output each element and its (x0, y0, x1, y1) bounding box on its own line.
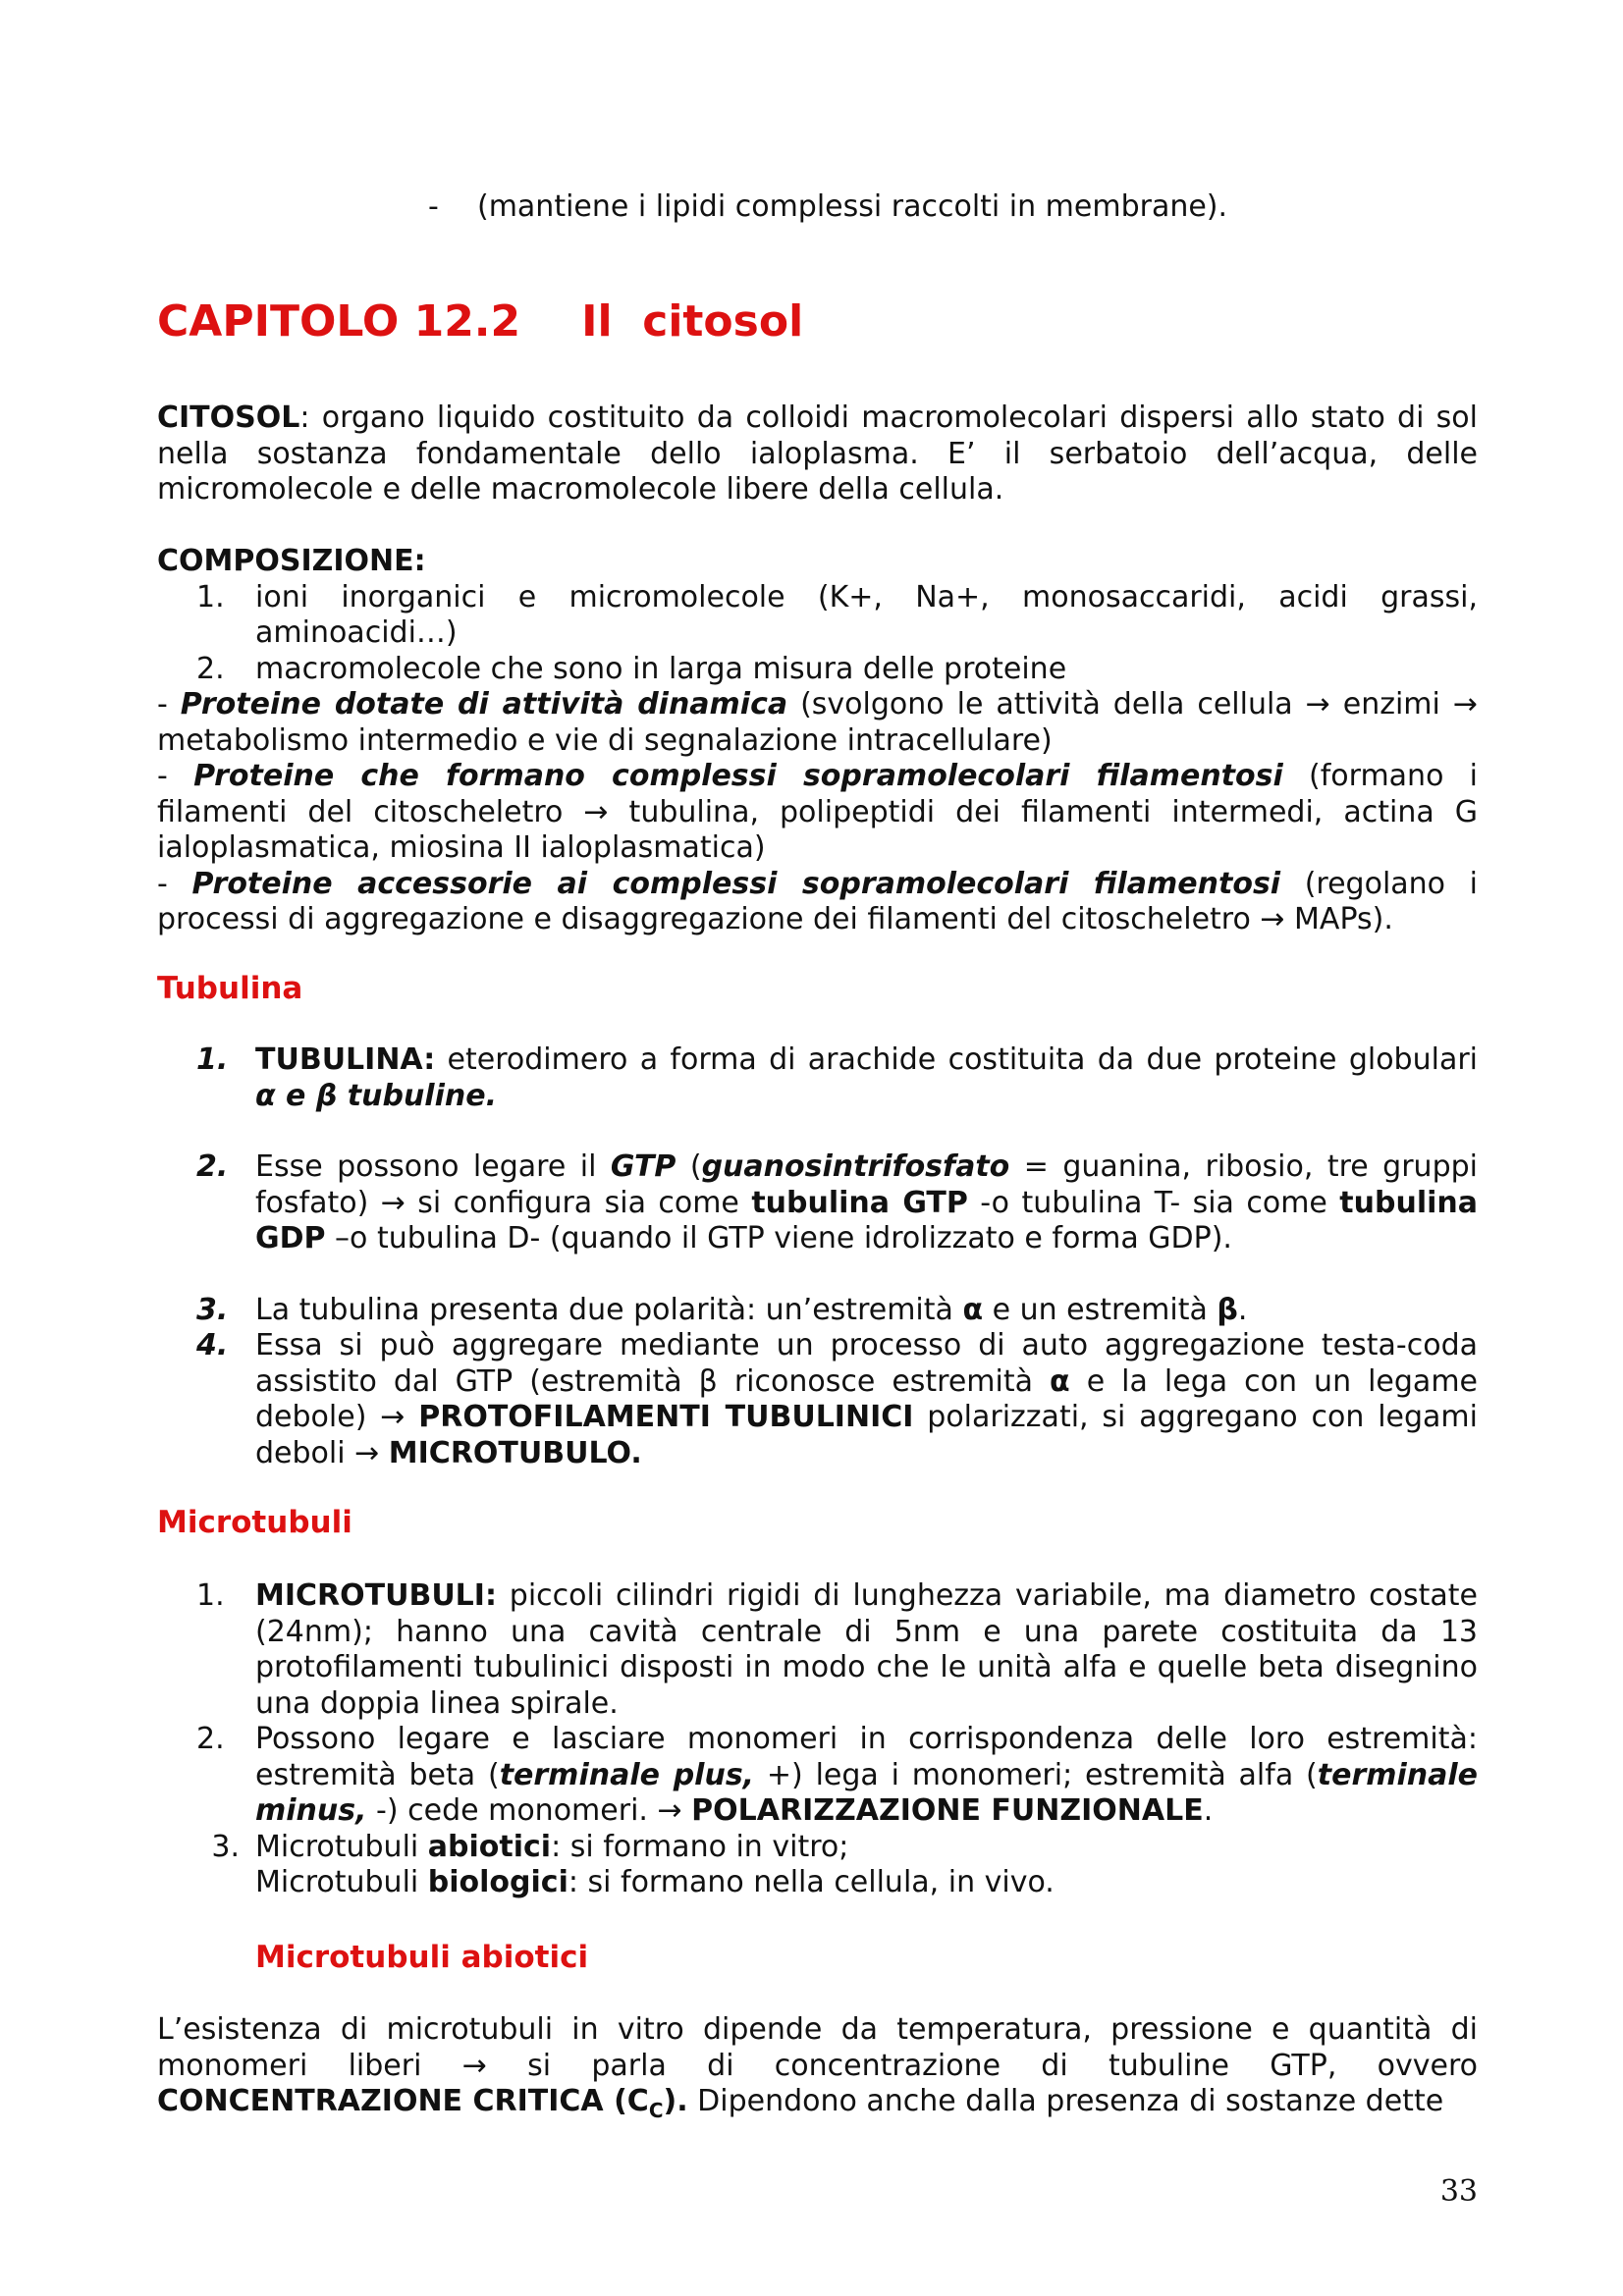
microtubuli-heading: Microtubuli (157, 1505, 352, 1540)
item-text: Esse possono legare il (255, 1149, 611, 1184)
chapter-heading (157, 296, 1478, 347)
abiotici-heading: Microtubuli abiotici (255, 1940, 589, 1975)
item-number: 2. (196, 1149, 229, 1184)
item-text: : si formano nella cellula, in vivo. (568, 1865, 1055, 1899)
item-text: –o tubulina D- (quando il GTP viene idrolizzato e forma GDP). (325, 1221, 1232, 1255)
microtubuli-item-2 (157, 1722, 1478, 1830)
composition-item (157, 580, 1478, 652)
item-number: 2. (196, 1722, 225, 1756)
item-bold: tubulina GDP (255, 1185, 1478, 1255)
abiotici-section (255, 1939, 1478, 1976)
protein-bullet (157, 687, 1478, 759)
item-text: La tubulina presenta due polarità: un’estremità (255, 1292, 963, 1327)
tubulina-item-4 (157, 1328, 1478, 1471)
item-text: = guanina, ribosio, tre gruppi fosfato) → si configura sia come (255, 1149, 1478, 1220)
protein-bullet (157, 867, 1478, 938)
item-text: e un estremità (983, 1292, 1217, 1327)
item-bold: α (962, 1292, 984, 1327)
definition-term: CITOSOL (157, 400, 300, 435)
item-bold: POLARIZZAZIONE FUNZIONALE (691, 1793, 1204, 1828)
document-page (157, 0, 1478, 2296)
item-number: 2. (196, 651, 225, 686)
tubulina-item-1 (157, 1042, 1478, 1114)
composition-item (157, 652, 1478, 688)
paragraph-text: Dipendono anche dalla presenza di sostanze dette (687, 2084, 1444, 2118)
item-bold: biologici (427, 1865, 568, 1899)
item-text: Microtubuli (255, 1865, 428, 1899)
item-number: 3. (196, 1292, 229, 1327)
bullet-dash: - (157, 759, 194, 793)
tubulina-section (157, 970, 1478, 1007)
microtubuli-item-3 (157, 1830, 1478, 1901)
subscript: C (648, 2099, 664, 2122)
item-text: -) cede monomeri. → (366, 1793, 692, 1828)
item-text: Microtubuli (255, 1829, 428, 1864)
paragraph-bold: CONCENTRAZIONE CRITICA (C (157, 2084, 649, 2118)
item-text: . (1203, 1793, 1214, 1828)
microtubuli-item-1 (157, 1578, 1478, 1722)
item-number: 3. (211, 1829, 240, 1864)
abiotici-paragraph (157, 2012, 1478, 2120)
item-number: 1. (196, 1578, 225, 1613)
item-bold: MICROTUBULO. (388, 1435, 642, 1470)
tubulina-list (157, 1042, 1478, 1471)
top-note-dash: - (428, 189, 439, 224)
composition-heading: COMPOSIZIONE: (157, 544, 426, 578)
item-text: eterodimero a forma di arachide costituita da due proteine globulari (435, 1042, 1478, 1077)
item-text: macromolecole che sono in larga misura delle proteine (255, 651, 1067, 686)
bullet-bold: Proteine che formano complessi sopramolecolari filamentosi (193, 759, 1283, 793)
citosol-definition (157, 400, 1478, 508)
definition-text: : organo liquido costituito da colloidi macromolecolari dispersi allo stato di sol nella sostanza fondamentale dello ialoplasma. E’ il serbatoio dell’acqua, delle micromolecole e delle macromolecole libere della cellula. (157, 400, 1478, 507)
microtubuli-section (157, 1504, 1478, 1541)
item-text: piccoli cilindri rigidi di lunghezza variabile, ma diametro costate (24nm); hanno una cavità centrale di 5nm e una parete costituita da 13 protofilamenti tubulinici disposti in modo che le unità alfa e quelle beta disegnino una doppia linea spirale. (255, 1578, 1478, 1721)
paragraph-bold: ). (663, 2084, 688, 2118)
item-bold: MICROTUBULI: (255, 1578, 497, 1613)
top-note-text: (mantiene i lipidi complessi raccolti in membrane). (477, 189, 1228, 224)
item-line (255, 1830, 1478, 1866)
bullet-bold: Proteine accessorie ai complessi sopramolecolari filamentosi (191, 866, 1281, 901)
item-bold: TUBULINA: (255, 1042, 436, 1077)
item-text: +) lega i monomeri; estremità alfa ( (754, 1757, 1318, 1792)
item-bold: β (1217, 1292, 1238, 1327)
chapter-number: CAPITOLO 12.2 (157, 296, 521, 347)
composition-section (157, 544, 1478, 938)
item-text: polarizzati, si aggregano con legami deboli → (255, 1400, 1478, 1470)
item-number: 4. (196, 1328, 229, 1362)
item-line (255, 1865, 1478, 1901)
page-number: 33 (1439, 2174, 1478, 2209)
item-bold: abiotici (427, 1829, 552, 1864)
item-bold-italic: GTP (610, 1149, 676, 1184)
item-text: : si formano in vitro; (551, 1829, 849, 1864)
item-bold-italic: α e β tubuline. (255, 1078, 497, 1113)
item-bold: α (1050, 1363, 1070, 1399)
bullet-bold: Proteine dotate di attività dinamica (180, 687, 788, 721)
chapter-title: Il citosol (581, 296, 804, 347)
bullet-dash: - (157, 866, 192, 901)
item-text: ( (676, 1149, 702, 1184)
protein-bullet (157, 759, 1478, 867)
bullet-text: (regolano i processi di aggregazione e disaggregazione dei filamenti del citoscheletro → MAPs). (157, 866, 1478, 936)
paragraph-text: L’esistenza di microtubuli in vitro dipende da temperatura, pressione e quantità di monomeri liberi → si parla di concentrazione di tubuline GTP, ovvero (157, 2012, 1478, 2083)
tubulina-item-3 (157, 1293, 1478, 1329)
item-number: 1. (196, 579, 225, 614)
item-number: 1. (196, 1042, 229, 1077)
item-bold: tubulina GTP (751, 1185, 968, 1220)
tubulina-item-2 (157, 1149, 1478, 1257)
tubulina-heading: Tubulina (157, 971, 303, 1006)
item-text: -o tubulina T- sia come (967, 1185, 1340, 1220)
item-text: . (1237, 1292, 1248, 1327)
item-bold-italic: guanosintrifosfato (701, 1149, 1010, 1184)
item-bold-italic: terminale plus, (499, 1757, 755, 1792)
item-text: ioni inorganici e micromolecole (K+, Na+, monosaccaridi, acidi grassi, aminoacidi…) (255, 579, 1478, 650)
item-bold-italic: terminale minus, (255, 1757, 1479, 1828)
item-text: Essa si può aggregare mediante un processo di auto aggregazione testa-coda assistito dal GTP (estremità β riconosce estremità (255, 1328, 1478, 1399)
bullet-text: (svolgono le attività della cellula → enzimi → metabolismo intermedio e vie di segnalazione intracellulare) (157, 687, 1478, 758)
item-bold: PROTOFILAMENTI TUBULINICI (418, 1400, 914, 1434)
bullet-text: (formano i filamenti del citoscheletro → tubulina, polipeptidi dei filamenti intermedi, actina G ialoplasmatica, miosina II ialoplasmatica) (157, 759, 1478, 865)
item-text: e la lega con un legame debole) → (255, 1363, 1479, 1434)
microtubuli-list (157, 1578, 1478, 1901)
item-text: Possono legare e lasciare monomeri in corrispondenza delle loro estremità: estremità beta ( (255, 1722, 1478, 1792)
bullet-dash: - (157, 687, 181, 721)
